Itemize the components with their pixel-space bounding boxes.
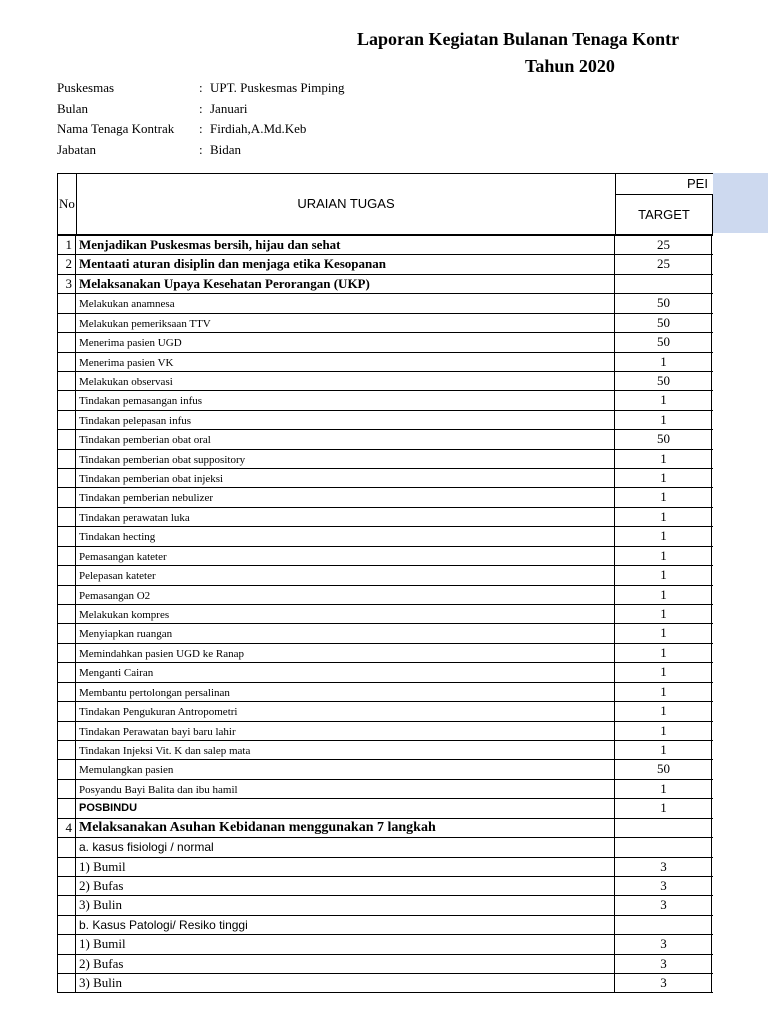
info-label: Bulan: [57, 100, 89, 116]
row-task: Posyandu Bayi Balita dan ibu hamil: [77, 780, 615, 798]
row-number: 1: [58, 236, 76, 254]
info-separator: :: [199, 80, 203, 95]
table-row: [58, 488, 713, 507]
row-number: [58, 663, 76, 681]
info-separator: :: [199, 141, 203, 157]
header-highlight-cell: [713, 173, 768, 233]
column-group-label: PEI: [687, 176, 708, 191]
table-row: [58, 624, 713, 643]
info-value: UPT. Puskesmas Pimping: [210, 80, 345, 95]
row-target: 1: [616, 527, 712, 545]
row-target: 1: [616, 722, 712, 740]
row-target: 1: [616, 353, 712, 371]
row-number: [58, 722, 76, 740]
row-target: 50: [616, 294, 712, 312]
table-row: [58, 663, 713, 682]
row-number: [58, 469, 76, 487]
info-value: Januari: [210, 100, 248, 116]
row-number: [58, 702, 76, 720]
row-number: [58, 314, 76, 332]
row-number: [58, 353, 76, 371]
row-target: 1: [616, 683, 712, 701]
table-body: [58, 236, 713, 993]
row-number: [58, 605, 76, 623]
row-target: 3: [616, 955, 712, 973]
column-header-no: No: [58, 174, 77, 234]
row-task: Membantu pertolongan persalinan: [77, 683, 615, 701]
row-task: Tindakan perawatan luka: [77, 508, 615, 526]
row-target: 3: [616, 877, 712, 895]
table-row: [58, 896, 713, 915]
row-task: Pemasangan O2: [77, 586, 615, 604]
row-task: Melaksanakan Asuhan Kebidanan menggunakan 7 langkah: [77, 819, 615, 837]
row-target: 3: [616, 858, 712, 876]
info-label: Nama Tenaga Kontrak: [57, 121, 175, 136]
row-task: 1) Bumil: [77, 935, 615, 953]
row-task: Memulangkan pasien: [77, 760, 615, 778]
row-number: [58, 935, 76, 953]
row-target: 1: [616, 566, 712, 584]
row-number: [58, 527, 76, 545]
table-row: [58, 255, 713, 274]
table-row: [58, 508, 713, 527]
row-target: [616, 819, 712, 837]
table-row: [58, 838, 713, 857]
row-number: [58, 430, 76, 448]
info-label: Jabatan: [57, 141, 96, 157]
row-task: 3) Bulin: [77, 974, 615, 992]
column-group-header: [616, 174, 713, 195]
row-task: Menerima pasien UGD: [77, 333, 615, 351]
row-number: [58, 372, 76, 390]
row-target: 1: [616, 702, 712, 720]
row-number: [58, 508, 76, 526]
info-value: Bidan: [210, 141, 242, 157]
row-target: 25: [616, 255, 712, 273]
row-number: [58, 624, 76, 642]
table-row: [58, 799, 713, 818]
row-target: [616, 838, 712, 856]
row-task: Menganti Cairan: [77, 663, 615, 681]
row-target: 3: [616, 935, 712, 953]
row-task: 3) Bulin: [77, 896, 615, 914]
table-row: [58, 974, 713, 993]
row-number: [58, 391, 76, 409]
table-row: [58, 314, 713, 333]
row-task: Tindakan pemberian obat injeksi: [77, 469, 615, 487]
row-target: 1: [616, 663, 712, 681]
row-task: Tindakan pemberian obat oral: [77, 430, 615, 448]
row-target: 1: [616, 780, 712, 798]
table-row: [58, 935, 713, 954]
row-target: 1: [616, 644, 712, 662]
row-task: Tindakan Perawatan bayi baru lahir: [77, 722, 615, 740]
table-row: [58, 294, 713, 313]
table-row: [58, 644, 713, 663]
row-target: 1: [616, 624, 712, 642]
row-target: 50: [616, 430, 712, 448]
row-number: [58, 955, 76, 973]
column-header-uraian: URAIAN TUGAS: [77, 174, 616, 234]
row-task: Tindakan Pengukuran Antropometri: [77, 702, 615, 720]
row-target: 50: [616, 760, 712, 778]
row-number: [58, 858, 76, 876]
info-value: Firdiah,A.Md.Keb: [210, 121, 307, 136]
row-target: [616, 916, 712, 934]
row-number: [58, 974, 76, 992]
row-task: Menerima pasien VK: [77, 353, 615, 371]
table-row: [58, 353, 713, 372]
table-row: [58, 858, 713, 877]
table-row: [58, 411, 713, 430]
row-task: Tindakan pemasangan infus: [77, 391, 615, 409]
table-row: [58, 372, 713, 391]
row-task: Melakukan observasi: [77, 372, 615, 390]
row-number: [58, 877, 76, 895]
table-row: [58, 275, 713, 294]
row-target: 1: [616, 488, 712, 506]
row-number: [58, 294, 76, 312]
row-task: POSBINDU: [77, 799, 615, 817]
row-task: Tindakan Injeksi Vit. K dan salep mata: [77, 741, 615, 759]
row-number: 4: [58, 819, 76, 837]
row-number: [58, 683, 76, 701]
row-number: [58, 333, 76, 351]
info-separator: :: [199, 121, 203, 136]
table-row: [58, 605, 713, 624]
row-target: 3: [616, 896, 712, 914]
row-task: Melaksanakan Upaya Kesehatan Perorangan (UKP): [77, 275, 615, 293]
table-row: [58, 760, 713, 779]
row-target: 50: [616, 372, 712, 390]
row-number: [58, 488, 76, 506]
row-target: 1: [616, 605, 712, 623]
table-row: [58, 819, 713, 838]
table-row: [58, 469, 713, 488]
row-target: 1: [616, 741, 712, 759]
table-row: [58, 955, 713, 974]
column-header-target: TARGET: [616, 195, 713, 234]
table-row: [58, 333, 713, 352]
row-number: [58, 916, 76, 934]
row-task: Menjadikan Puskesmas bersih, hijau dan sehat: [77, 236, 615, 254]
row-task: 2) Bufas: [77, 877, 615, 895]
report-year: Tahun 2020: [525, 56, 615, 76]
row-number: [58, 586, 76, 604]
row-task: 2) Bufas: [77, 955, 615, 973]
row-target: 1: [616, 508, 712, 526]
row-task: Mentaati aturan disiplin dan menjaga etika Kesopanan: [77, 255, 615, 273]
table-row: [58, 877, 713, 896]
row-task: Pelepasan kateter: [77, 566, 615, 584]
table-row: [58, 586, 713, 605]
row-number: 3: [58, 275, 76, 293]
row-target: 1: [616, 391, 712, 409]
row-task: a. kasus fisiologi / normal: [77, 838, 615, 856]
row-task: Melakukan pemeriksaan TTV: [77, 314, 615, 332]
row-target: 1: [616, 586, 712, 604]
row-target: 1: [616, 450, 712, 468]
row-task: Memindahkan pasien UGD ke Ranap: [77, 644, 615, 662]
table-row: [58, 450, 713, 469]
row-task: 1) Bumil: [77, 858, 615, 876]
row-number: [58, 741, 76, 759]
row-number: [58, 644, 76, 662]
row-task: b. Kasus Patologi/ Resiko tinggi: [77, 916, 615, 934]
row-task: Tindakan pelepasan infus: [77, 411, 615, 429]
table-row: [58, 236, 713, 255]
row-number: [58, 838, 76, 856]
row-target: 1: [616, 411, 712, 429]
row-number: [58, 450, 76, 468]
row-number: [58, 411, 76, 429]
row-target: 25: [616, 236, 712, 254]
table-row: [58, 547, 713, 566]
row-task: Tindakan pemberian nebulizer: [77, 488, 615, 506]
row-number: [58, 896, 76, 914]
table-row: [58, 780, 713, 799]
row-target: 50: [616, 314, 712, 332]
row-number: [58, 799, 76, 817]
row-target: 1: [616, 547, 712, 565]
row-number: [58, 547, 76, 565]
row-number: [58, 760, 76, 778]
tasks-table: [57, 173, 713, 993]
row-task: Pemasangan kateter: [77, 547, 615, 565]
row-target: [616, 275, 712, 293]
table-row: [58, 741, 713, 760]
table-row: [58, 527, 713, 546]
table-header: [58, 174, 713, 236]
row-number: [58, 780, 76, 798]
table-row: [58, 702, 713, 721]
row-target: 1: [616, 469, 712, 487]
row-task: Melakukan kompres: [77, 605, 615, 623]
table-row: [58, 722, 713, 741]
row-number: 2: [58, 255, 76, 273]
row-task: Melakukan anamnesa: [77, 294, 615, 312]
table-row: [58, 430, 713, 449]
row-task: Tindakan pemberian obat suppository: [77, 450, 615, 468]
row-task: Menyiapkan ruangan: [77, 624, 615, 642]
info-label: Puskesmas: [57, 80, 115, 95]
row-number: [58, 566, 76, 584]
table-row: [58, 916, 713, 935]
table-row: [58, 391, 713, 410]
report-title: Laporan Kegiatan Bulanan Tenaga Kontr: [357, 29, 680, 49]
row-task: Tindakan hecting: [77, 527, 615, 545]
table-row: [58, 566, 713, 585]
row-target: 1: [616, 799, 712, 817]
table-row: [58, 683, 713, 702]
row-target: 50: [616, 333, 712, 351]
row-target: 3: [616, 974, 712, 992]
info-separator: :: [199, 100, 203, 116]
